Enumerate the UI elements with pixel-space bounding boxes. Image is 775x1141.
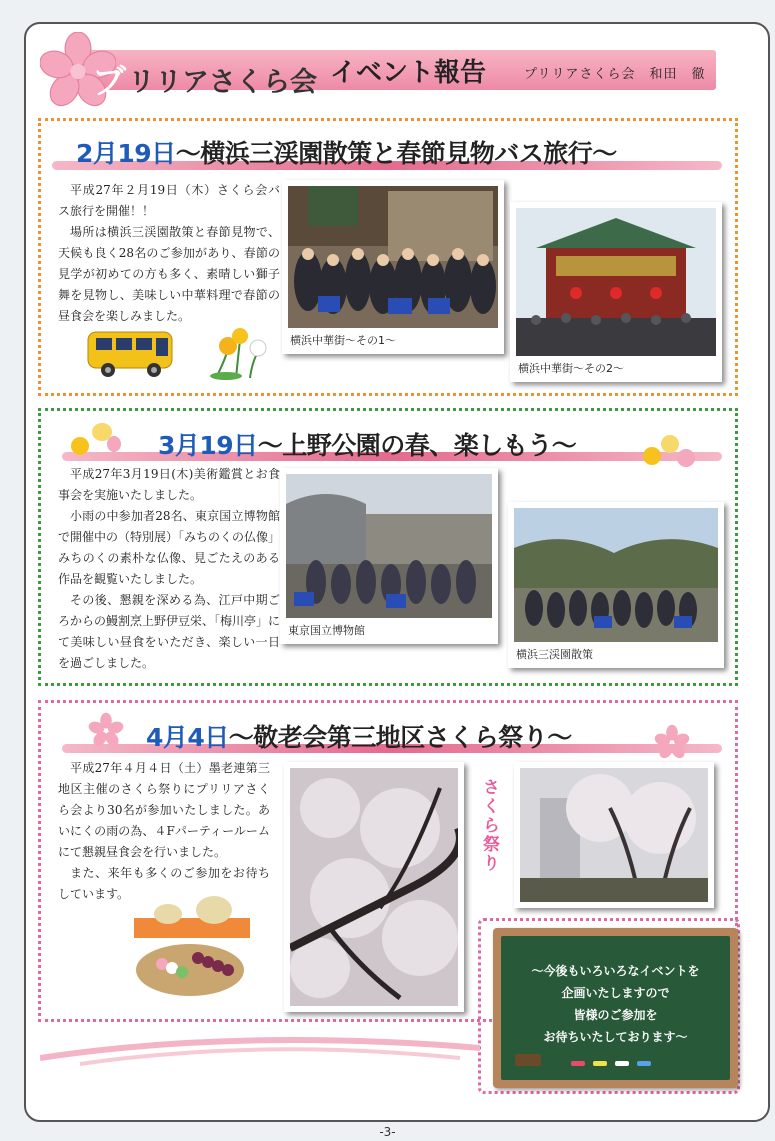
header-subtitle: イベント報告: [330, 58, 487, 88]
blackboard-message: [511, 960, 720, 1048]
paragraph: 場所は横浜三渓園散策と春節見物で、天候も良く28名のご参加があり、春節の見学が初めての方も多く、素晴しい獅子舞を見物し、美味しい中華料理で春節の昼食会を楽しみました。: [58, 225, 280, 323]
section-3-date: 4月4日: [146, 723, 229, 752]
sakura-flower-icon: [654, 724, 690, 760]
park-photo: [514, 508, 718, 642]
museum-photo: [286, 474, 492, 618]
chalk-icon: [615, 1061, 629, 1066]
blackboard-line: お待ちいたしております～: [543, 1030, 688, 1044]
section-2-text: [58, 464, 280, 674]
blackboard-line: 企画いたしますので: [561, 986, 670, 1000]
photo-caption: 横浜中華街～その2～: [518, 362, 624, 375]
section-1-date: 2月19日: [76, 139, 176, 168]
temple-photo: [516, 208, 716, 356]
header-author: プリリアさくら会 和田 徹: [524, 67, 706, 82]
cherry-blossom-photo: [520, 768, 708, 902]
header-title-text: リリアさくら会: [128, 67, 317, 98]
butterfly-icon: [66, 418, 126, 460]
section-3-heading: [146, 718, 572, 754]
tea-dango-icon: [128, 890, 252, 1000]
chalk-icon: [571, 1061, 585, 1066]
section-1-heading: [76, 134, 617, 170]
photo-chinatown-1: [282, 180, 504, 354]
chalk-icon: [637, 1061, 651, 1066]
section-2-heading: [158, 426, 576, 462]
photo-chinatown-2: [510, 202, 722, 382]
paragraph: 小雨の中参加者28名、東京国立博物館で開催中の（特別展）「みちのくの仏像」みちのくの素朴な仏像、見ごたえのある作品を観覧いたしました。: [58, 509, 281, 586]
blackboard-surface: [501, 936, 730, 1080]
chalk-icon: [593, 1061, 607, 1066]
section-1-title: ～横浜三渓園散策と春節見物バス旅行～: [175, 139, 617, 168]
header-title: [92, 52, 317, 101]
bus-icon: [84, 328, 176, 380]
photo-national-museum: [280, 468, 498, 644]
photo-caption: 横浜中華街～その1～: [290, 334, 396, 347]
section-2-date: 3月19日: [158, 431, 258, 460]
blackboard: [493, 928, 738, 1088]
section-2-title: ～上野公園の春、楽しもう～: [257, 431, 577, 460]
section-3-text: [58, 758, 270, 905]
group-photo: [288, 186, 498, 328]
photo-cherry-blossom-2: [514, 762, 714, 908]
page-number: -3-: [379, 1125, 396, 1139]
eraser-icon: [515, 1054, 541, 1066]
blackboard-line: 皆様のご参加を: [573, 1008, 658, 1022]
paragraph: その後、懇親を深める為、江戸中期ごろからの鰻割烹上野伊豆栄、「梅川亭」にて美味しい昼食をいただき、楽しい一日を過ごしました。: [58, 593, 281, 670]
cherry-blossom-photo: [290, 768, 458, 1006]
decorative-swash: [40, 1028, 480, 1068]
paragraph: 平成27年４月４日（土）墨老連第三地区主催のさくら祭りにプリリアさくら会より30名が参加いたしました。あいにくの雨の為、４Fパーティールームにて懇親昼食会を行いました。: [58, 761, 270, 859]
paragraph: 平成27年3月19日(木)美術鑑賞とお食事会を実施いたしました。: [58, 467, 280, 502]
blackboard-line: ～今後もいろいろなイベントを: [531, 964, 700, 978]
paragraph: 平成27年２月19日（木）さくら会バス旅行を開催！！: [58, 183, 280, 218]
photo-sankeien: [508, 502, 724, 668]
header-title-initial: ブ: [92, 62, 126, 102]
photo-caption: 横浜三渓園散策: [516, 648, 593, 661]
sakura-flower-icon: [88, 712, 124, 748]
dandelion-icon: [206, 318, 272, 380]
section-1-text: [58, 180, 280, 327]
section-3-title: ～敬老会第三地区さくら祭り～: [228, 723, 572, 752]
sakura-festival-label: さくら祭り: [479, 778, 499, 873]
butterfly-icon: [636, 430, 702, 472]
paragraph: また、来年も多くのご参加をお待ちしています。: [58, 866, 270, 901]
photo-caption: 東京国立博物館: [288, 624, 365, 637]
photo-cherry-blossom-1: [284, 762, 464, 1012]
